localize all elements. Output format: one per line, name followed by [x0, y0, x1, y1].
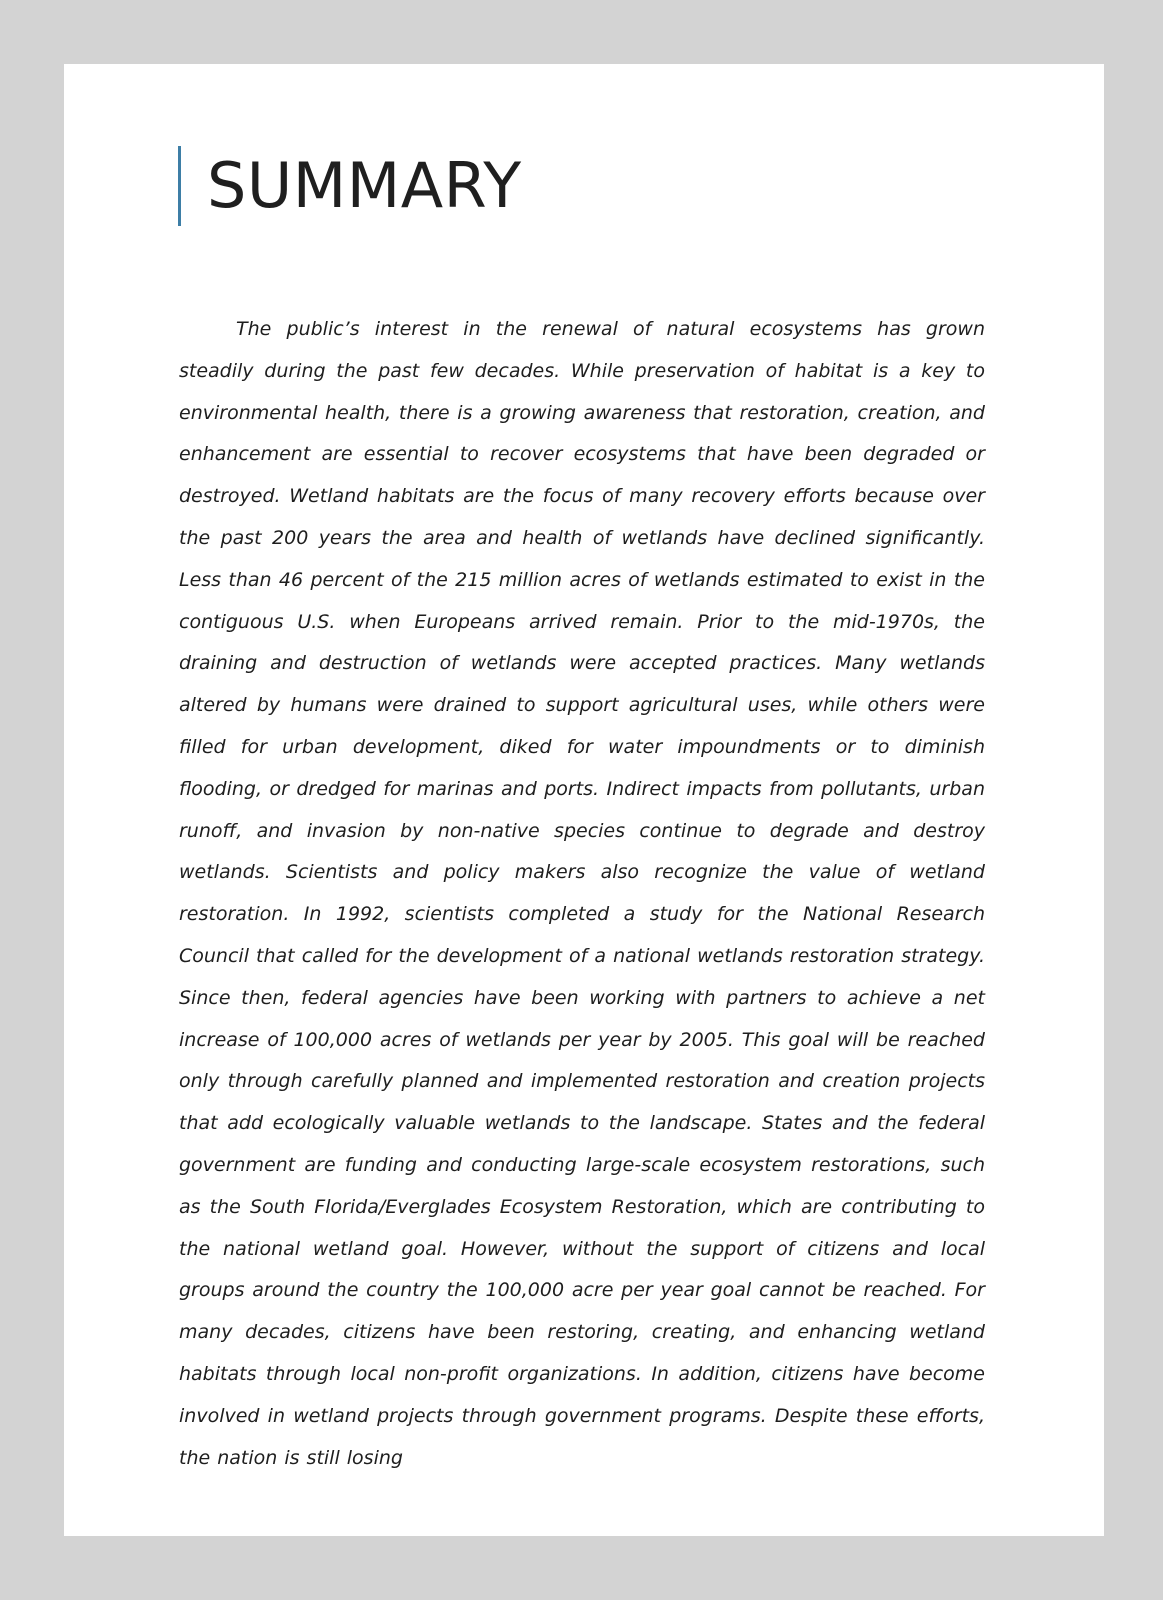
- summary-paragraph: The public’s interest in the renewal of natural ecosystems has grown steadily during the past few decades. While preservation of habitat is a key to environmental health, there is a growing awareness that restoration, creation, and enhancement are essential to recover ecosystems that have been degraded or destroyed. Wetland habitats are the focus of many recovery efforts because over the past 200 years the area and health of wetlands have declined significantly. Less than 46 percent of the 215 million acres of wetlands estimated to exist in the contiguous U.S. when Europeans arrived remain. Prior to the mid-1970s, the draining and destruction of wetlands were accepted practices. Many wetlands altered by humans were drained to support agricultural uses, while others were filled for urban development, diked for water impoundments or to diminish flooding, or dredged for marinas and ports. Indirect impacts from pollutants, urban runoff, and invasion by non-native species continue to degrade and destroy wetlands. Scientists and policy makers also recognize the value of wetland restoration. In 1992, scientists completed a study for the National Research Council that called for the development of a national wetlands restoration strategy. Since then, federal agencies have been working with partners to achieve a net increase of 100,000 acres of wetlands per year by 2005. This goal will be reached only through carefully planned and implemented restoration and creation projects that add ecologically valuable wetlands to the landscape. States and the federal government are funding and conducting large-scale ecosystem restorations, such as the South Florida/Everglades Ecosystem Restoration, which are contributing to the national wetland goal. However, without the support of citizens and local groups around the country the 100,000 acre per year goal cannot be reached. For many decades, citizens have been restoring, creating, and enhancing wetland habitats through local non-profit organizations. In addition, citizens have become involved in wetland projects through government programs. Despite these efforts, the nation is still losing: [179, 318, 985, 1469]
- document-page: [64, 64, 1104, 1536]
- body-text-area: [179, 309, 985, 1469]
- title-accent-bar: [178, 146, 181, 226]
- page-title: SUMMARY: [207, 149, 522, 222]
- title-block: [178, 146, 522, 226]
